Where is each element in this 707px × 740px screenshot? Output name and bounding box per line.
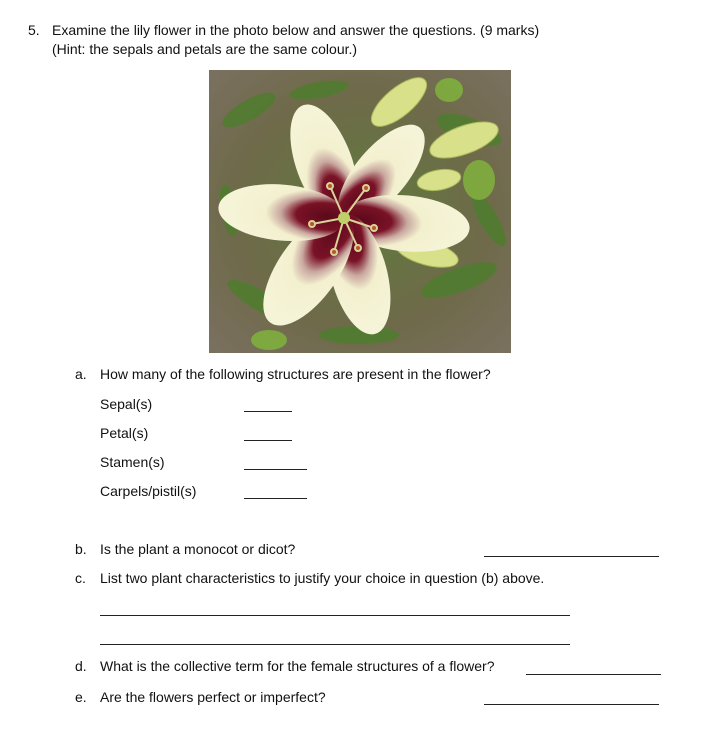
part-e-marker: e.	[75, 689, 87, 705]
part-b-marker: b.	[75, 541, 87, 557]
part-c-answer-line-2[interactable]	[100, 644, 570, 645]
lily-flower-photo	[209, 70, 511, 353]
question-text: Examine the lily flower in the photo below and answer the questions. (9 marks)	[52, 22, 540, 38]
lily-flower-icon	[209, 70, 511, 353]
stamen-label: Stamen(s)	[100, 454, 165, 470]
part-c-marker: c.	[75, 570, 86, 586]
part-d-text: What is the collective term for the female structures of a flower?	[100, 658, 495, 674]
part-d-marker: d.	[75, 658, 87, 674]
part-e-text: Are the flowers perfect or imperfect?	[100, 689, 326, 705]
part-c-text: List two plant characteristics to justify your choice in question (b) above.	[100, 570, 545, 586]
part-b-answer-blank[interactable]	[484, 556, 659, 557]
question-hint: (Hint: the sepals and petals are the same colour.)	[52, 41, 358, 57]
part-c-answer-line-1[interactable]	[100, 615, 570, 616]
carpel-answer-blank[interactable]	[244, 498, 307, 499]
stamen-answer-blank[interactable]	[244, 469, 307, 470]
question-number: 5.	[28, 22, 40, 38]
part-b-text: Is the plant a monocot or dicot?	[100, 541, 296, 557]
sepal-answer-blank[interactable]	[244, 411, 292, 412]
petal-label: Petal(s)	[100, 425, 149, 441]
sepal-label: Sepal(s)	[100, 396, 153, 412]
petal-answer-blank[interactable]	[244, 440, 292, 441]
part-a-text: How many of the following structures are present in the flower?	[100, 366, 491, 382]
carpel-label: Carpels/pistil(s)	[100, 483, 197, 499]
part-e-answer-blank[interactable]	[484, 704, 659, 705]
part-a-marker: a.	[75, 366, 87, 382]
part-d-answer-blank[interactable]	[526, 674, 661, 675]
